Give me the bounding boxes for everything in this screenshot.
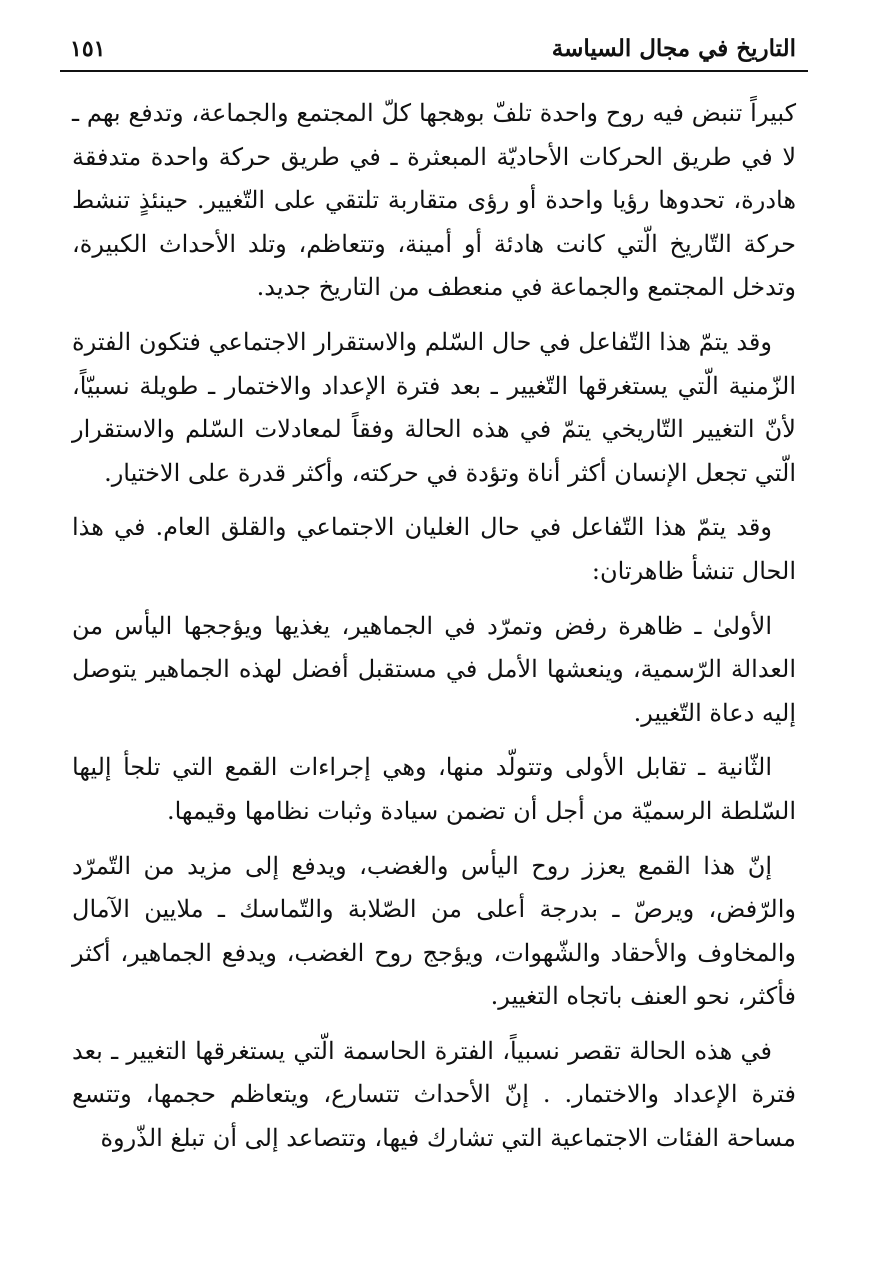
header-rule — [60, 70, 808, 72]
running-title: التاريخ في مجال السياسة — [551, 35, 796, 62]
body-text — [72, 92, 796, 1172]
page-number: ١٥١ — [70, 36, 106, 62]
paragraph: الثّانية ـ تقابل الأولى وتتولّد منها، وهي إجراءات القمع التي تلجأ إليها السّلطة الرسميّة من أجل أن تضمن سيادة وثبات نظامها وقيمها. — [72, 753, 796, 825]
paragraph: الأولىٰ ـ ظاهرة رفض وتمرّد في الجماهير، يغذيها ويؤججها اليأس من العدالة الرّسمية، وينعشها الأمل في مستقبل أفضل لهذه الجماهير يتوصل إليه دعاة التّغيير. — [72, 611, 796, 727]
paragraph: إنّ هذا القمع يعزز روح اليأس والغضب، ويدفع إلى مزيد من التّمرّد والرّفض، ويرصّ ـ بدرجة أعلى من الصّلابة والتّماسك ـ ملايين الآمال والمخاوف والأحقاد والشّهوات، ويؤجج روح الغضب، ويدفع الجماهير، أكثر فأكثر، نحو العنف باتجاه التغيير. — [72, 851, 796, 1011]
paragraph: كبيراً تنبض فيه روح واحدة تلفّ بوهجها كلّ المجتمع والجماعة، وتدفع بهم ـ لا في طريق الحركات الأحاديّة المبعثرة ـ في طريق حركة واحدة متدفقة هادرة، تحدوها رؤيا واحدة أو رؤى متقاربة تلتقي على التّغيير. حينئذٍ تنشط حركة التّاريخ الّتي كانت هادئة أو أمينة، وتتعاظم، وتلد الأحداث الكبيرة، وتدخل المجتمع والجماعة في منعطف من التاريخ جديد. — [72, 99, 796, 302]
page-header — [70, 34, 796, 74]
paragraph: في هذه الحالة تقصر نسبياً، الفترة الحاسمة الّتي يستغرقها التغيير ـ بعد فترة الإعداد والاختمار. . إنّ الأحداث تتسارع، ويتعاظم حجمها، وتتسع مساحة الفئات الاجتماعية التي تشارك فيها، وتتصاعد إلى أن تبلغ الذّروة — [72, 1036, 796, 1153]
paragraph: وقد يتمّ هذا التّفاعل في حال السّلم والاستقرار الاجتماعي فتكون الفترة الزّمنية الّتي يستغرقها التّغيير ـ بعد فترة الإعداد والاختمار ـ طويلة نسبيّاً، لأنّ التغيير التّاريخي يتمّ في هذه الحالة وفقاً لمعادلات السّلم والاستقرار الّتي تجعل الإنسان أكثر أناة وتؤدة في حركته، وأكثر قدرة على الاختيار. — [72, 327, 796, 487]
paragraph: وقد يتمّ هذا التّفاعل في حال الغليان الاجتماعي والقلق العام. في هذا الحال تنشأ ظاهرتان: — [72, 513, 796, 585]
